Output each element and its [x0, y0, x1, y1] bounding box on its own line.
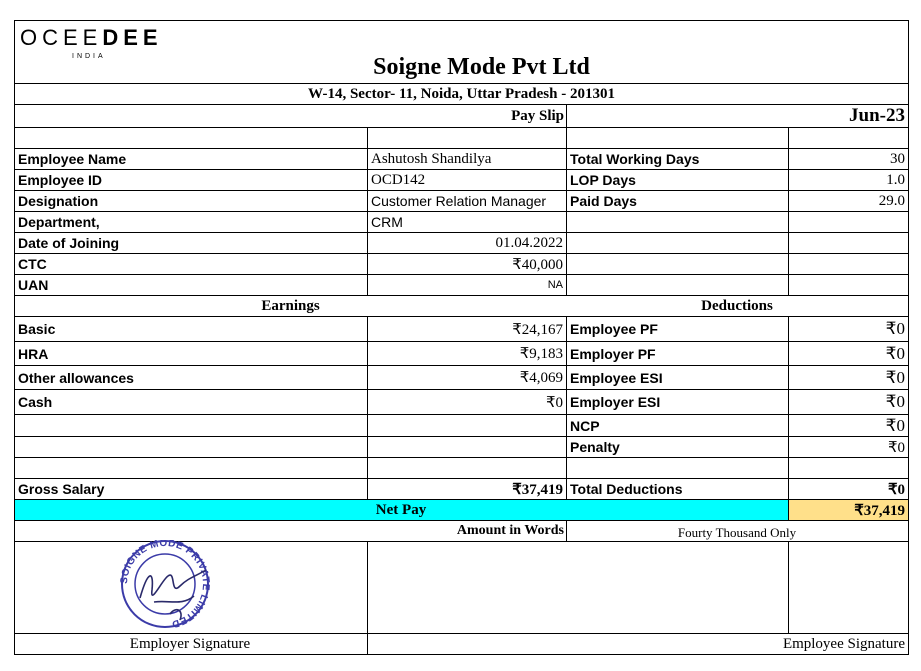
earning-value: ₹4,069	[519, 370, 563, 386]
company-stamp	[110, 540, 225, 630]
deduction-label: Employer PF	[570, 345, 656, 362]
employee-id-value: OCD142	[371, 171, 426, 188]
earning-label: Basic	[18, 321, 56, 337]
company-name: Soigne Mode Pvt Ltd	[373, 53, 590, 80]
deduction-label: Employee PF	[570, 321, 658, 337]
lop-days-value: 1.0	[886, 171, 905, 188]
earnings-header: Earnings	[261, 297, 320, 314]
deduction-label: Employee ESI	[570, 369, 663, 386]
amount-in-words-label: Amount in Words	[456, 523, 564, 538]
employee-signature-label: Employee Signature	[782, 635, 905, 652]
total-deductions-value: ₹0	[887, 481, 905, 498]
deduction-value: ₹0	[885, 367, 905, 387]
deduction-value: ₹0	[885, 319, 905, 338]
total-working-days-label: Total Working Days	[570, 151, 700, 167]
designation-value: Customer Relation Manager	[371, 193, 547, 209]
date-of-joining-value: 01.04.2022	[495, 234, 563, 251]
amount-in-words-value: Fourty Thousand Only	[677, 525, 797, 540]
earning-value: ₹9,183	[519, 346, 563, 362]
net-pay-label: Net Pay	[375, 501, 427, 518]
earning-label: Other allowances	[18, 369, 134, 386]
deduction-label: NCP	[570, 417, 600, 434]
earning-value: ₹24,167	[512, 321, 563, 338]
deduction-label: Penalty	[570, 439, 620, 455]
deductions-header: Deductions	[701, 297, 773, 314]
designation-label: Designation	[18, 193, 99, 209]
lop-days-label: LOP Days	[570, 172, 636, 188]
paid-days-label: Paid Days	[570, 193, 637, 209]
ctc-value: ₹40,000	[512, 256, 563, 273]
logo-subtitle: INDIA	[72, 53, 106, 60]
deduction-value: ₹0	[885, 392, 905, 411]
gross-salary-value: ₹37,419	[512, 481, 563, 498]
paid-days-value: 29.0	[878, 192, 905, 209]
ctc-label: CTC	[18, 256, 47, 272]
net-pay-value: ₹37,419	[854, 502, 905, 519]
logo-bold-text: DEE	[102, 25, 163, 50]
gross-salary-label: Gross Salary	[18, 481, 105, 497]
payslip-period: Jun-23	[849, 105, 905, 126]
company-address: W-14, Sector- 11, Noida, Uttar Pradesh - 201301	[308, 85, 615, 102]
employee-name-value: Ashutosh Shandilya	[371, 150, 492, 167]
department-value: CRM	[371, 214, 403, 230]
stamp-text: SOIGNE MODE PRIVATE LIMITED	[118, 540, 212, 630]
deduction-value: ₹0	[885, 343, 905, 363]
uan-label: UAN	[18, 277, 49, 293]
deduction-value: ₹0	[885, 415, 905, 435]
deduction-value: ₹0	[887, 439, 905, 456]
payslip-title: Pay Slip	[511, 107, 564, 124]
logo-light-text: OCEE	[20, 25, 103, 50]
date-of-joining-label: Date of Joining	[18, 235, 120, 251]
earning-label: Cash	[18, 394, 53, 410]
department-label: Department,	[18, 214, 100, 230]
employee-name-label: Employee Name	[18, 151, 127, 167]
earning-value: ₹0	[545, 394, 563, 411]
employer-signature-label: Employer Signature	[129, 635, 251, 652]
total-working-days-value: 30	[890, 150, 905, 167]
uan-value: NA	[547, 279, 563, 291]
employee-id-label: Employee ID	[18, 172, 103, 188]
deduction-label: Employer ESI	[570, 394, 661, 410]
total-deductions-label: Total Deductions	[570, 481, 683, 497]
earning-label: HRA	[18, 345, 49, 362]
